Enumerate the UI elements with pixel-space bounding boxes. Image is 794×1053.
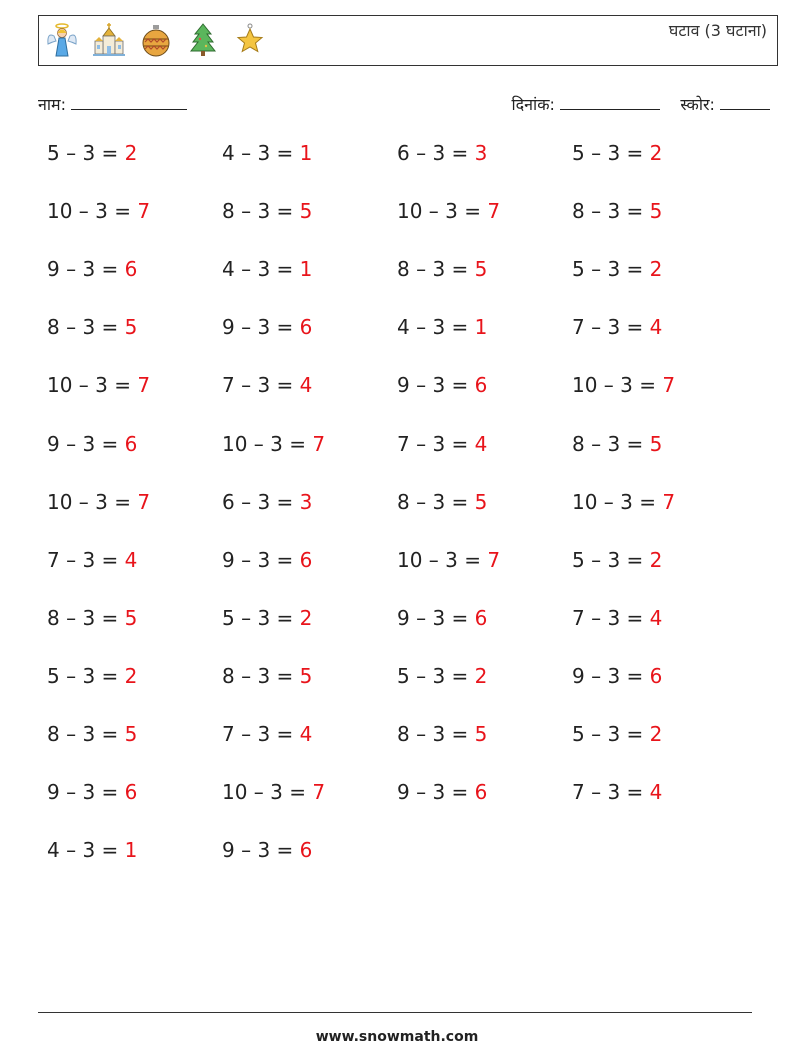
problem-item — [397, 606, 487, 630]
problem-question: 4 – 3 = — [397, 315, 469, 340]
problem-question: 9 – 3 = — [47, 780, 119, 805]
problem-question: 9 – 3 = — [397, 373, 469, 398]
problem-answer: 6 — [474, 605, 488, 630]
problem-question: 10 – 3 = — [397, 547, 482, 572]
problem-answer: 4 — [649, 605, 663, 630]
problem-answer: 4 — [124, 547, 138, 572]
problem-answer: 3 — [474, 141, 488, 165]
problem-question: 8 – 3 = — [397, 489, 469, 514]
problem-question: 4 – 3 = — [47, 838, 119, 863]
problem-item — [47, 664, 137, 688]
problem-answer: 5 — [474, 722, 488, 746]
problem-item — [47, 548, 137, 572]
problem-answer: 6 — [474, 780, 488, 805]
problem-question: 8 – 3 = — [47, 315, 119, 340]
problem-answer: 7 — [312, 431, 326, 456]
problem-answer: 1 — [299, 141, 313, 165]
problem-answer: 2 — [649, 722, 663, 746]
angel-icon — [45, 22, 79, 58]
problem-question: 7 – 3 = — [222, 722, 294, 746]
problem-question: 7 – 3 = — [572, 780, 644, 805]
problem-answer: 5 — [649, 199, 663, 224]
problem-question: 7 – 3 = — [397, 431, 469, 456]
problem-question: 7 – 3 = — [572, 605, 644, 630]
problem-answer: 2 — [124, 663, 138, 688]
problem-question: 5 – 3 = — [572, 257, 644, 282]
problem-item — [572, 490, 675, 514]
problem-item — [572, 664, 662, 688]
problem-item — [572, 373, 675, 397]
problem-answer: 6 — [299, 547, 313, 572]
problem-question: 10 – 3 = — [47, 199, 132, 224]
problem-item — [47, 141, 137, 165]
footer-url: www.snowmath.com — [315, 1029, 479, 1045]
problem-item — [397, 432, 487, 456]
problem-answer: 5 — [474, 489, 488, 514]
problem-answer: 5 — [299, 199, 313, 224]
problem-question: 9 – 3 = — [397, 605, 469, 630]
problem-item — [572, 315, 662, 339]
problem-item — [222, 315, 312, 339]
problem-item — [222, 257, 312, 281]
problem-question: 7 – 3 = — [222, 373, 294, 398]
problem-answer: 5 — [124, 722, 138, 746]
problem-item — [572, 141, 662, 165]
problem-item — [572, 257, 662, 281]
problem-item — [397, 490, 487, 514]
problem-item — [222, 373, 312, 397]
problem-item — [397, 780, 487, 804]
problem-item — [397, 373, 487, 397]
problem-question: 5 – 3 = — [572, 547, 644, 572]
problem-question: 10 – 3 = — [572, 373, 657, 398]
problem-question: 9 – 3 = — [222, 547, 294, 572]
problem-item — [222, 199, 312, 223]
problem-item — [47, 315, 137, 339]
name-field — [38, 93, 187, 115]
problem-item — [47, 722, 137, 746]
worksheet-header — [38, 15, 778, 66]
problem-question: 5 – 3 = — [572, 722, 644, 746]
problem-item — [572, 606, 662, 630]
problem-question: 6 – 3 = — [222, 489, 294, 514]
problem-question: 6 – 3 = — [397, 141, 469, 165]
problem-question: 10 – 3 = — [47, 489, 132, 514]
problem-answer: 5 — [299, 663, 313, 688]
problem-item — [222, 548, 312, 572]
problem-question: 9 – 3 = — [222, 838, 294, 863]
problem-answer: 2 — [649, 257, 663, 282]
problem-answer: 6 — [124, 257, 138, 282]
date-label: दिनांक: — [511, 95, 555, 114]
problem-answer: 7 — [137, 199, 151, 224]
date-blank-line[interactable] — [560, 94, 660, 110]
problem-question: 8 – 3 = — [572, 431, 644, 456]
problem-item — [222, 606, 312, 630]
christmas-tree-icon — [186, 22, 220, 58]
score-label: स्कोर: — [680, 95, 715, 114]
problem-answer: 2 — [649, 547, 663, 572]
church-icon — [92, 22, 126, 58]
problem-item — [222, 141, 312, 165]
problem-item — [47, 199, 150, 223]
star-icon — [233, 22, 267, 58]
problem-question: 8 – 3 = — [47, 605, 119, 630]
name-label: नाम: — [38, 95, 66, 114]
problem-answer: 2 — [299, 605, 313, 630]
problem-question: 10 – 3 = — [222, 431, 307, 456]
problem-answer: 3 — [299, 489, 313, 514]
problem-question: 9 – 3 = — [222, 315, 294, 340]
ornament-icon — [139, 22, 173, 58]
problem-item — [572, 548, 662, 572]
problem-item — [397, 315, 487, 339]
problem-answer: 6 — [124, 431, 138, 456]
problem-item — [397, 548, 500, 572]
problem-item — [47, 490, 150, 514]
problem-item — [222, 490, 312, 514]
problem-answer: 2 — [124, 141, 138, 165]
score-blank-line[interactable] — [720, 94, 770, 110]
problem-question: 7 – 3 = — [572, 315, 644, 340]
problem-item — [397, 257, 487, 281]
icon-strip — [45, 22, 267, 58]
problem-answer: 2 — [474, 663, 488, 688]
problem-item — [572, 199, 662, 223]
problem-item — [47, 606, 137, 630]
problem-answer: 2 — [649, 141, 663, 165]
problem-item — [47, 838, 137, 862]
problem-answer: 4 — [649, 315, 663, 340]
problem-answer: 5 — [124, 605, 138, 630]
problem-answer: 4 — [299, 722, 313, 746]
problem-answer: 5 — [474, 257, 488, 282]
problem-answer: 7 — [662, 373, 676, 398]
problem-question: 10 – 3 = — [572, 489, 657, 514]
problem-question: 5 – 3 = — [397, 663, 469, 688]
problem-question: 8 – 3 = — [47, 722, 119, 746]
problem-question: 7 – 3 = — [47, 547, 119, 572]
problem-answer: 7 — [487, 547, 501, 572]
problem-question: 8 – 3 = — [222, 199, 294, 224]
problem-item — [47, 257, 137, 281]
problem-answer: 5 — [649, 431, 663, 456]
problem-answer: 1 — [124, 838, 138, 863]
problem-question: 10 – 3 = — [222, 780, 307, 805]
problem-question: 9 – 3 = — [397, 780, 469, 805]
problem-item — [47, 432, 137, 456]
problem-answer: 6 — [299, 315, 313, 340]
problem-answer: 1 — [299, 257, 313, 282]
problem-answer: 5 — [124, 315, 138, 340]
problem-item — [222, 838, 312, 862]
problem-question: 5 – 3 = — [572, 141, 644, 165]
problem-question: 5 – 3 = — [47, 663, 119, 688]
problem-item — [47, 373, 150, 397]
problem-item — [222, 432, 325, 456]
problem-answer: 4 — [474, 431, 488, 456]
problem-answer: 7 — [662, 489, 676, 514]
problem-question: 10 – 3 = — [397, 199, 482, 224]
worksheet-title: घटाव (3 घटाना) — [668, 21, 767, 40]
problem-item — [397, 664, 487, 688]
problem-question: 4 – 3 = — [222, 141, 294, 165]
problem-answer: 7 — [137, 489, 151, 514]
footer-divider — [38, 1012, 752, 1013]
problem-answer: 6 — [124, 780, 138, 805]
problem-answer: 1 — [474, 315, 488, 340]
problem-answer: 7 — [137, 373, 151, 398]
problem-question: 8 – 3 = — [397, 257, 469, 282]
problem-question: 9 – 3 = — [47, 431, 119, 456]
problem-question: 5 – 3 = — [222, 605, 294, 630]
problem-item — [397, 141, 487, 165]
problem-answer: 4 — [649, 780, 663, 805]
problem-question: 9 – 3 = — [47, 257, 119, 282]
problem-answer: 6 — [299, 838, 313, 863]
problem-item — [572, 722, 662, 746]
problem-question: 8 – 3 = — [222, 663, 294, 688]
problem-question: 10 – 3 = — [47, 373, 132, 398]
problem-item — [397, 199, 500, 223]
problem-item — [572, 780, 662, 804]
problem-item — [572, 432, 662, 456]
problem-answer: 4 — [299, 373, 313, 398]
problem-question: 8 – 3 = — [572, 199, 644, 224]
problem-question: 8 – 3 = — [397, 722, 469, 746]
problem-item — [47, 780, 137, 804]
problem-item — [222, 664, 312, 688]
problem-item — [397, 722, 487, 746]
problem-question: 4 – 3 = — [222, 257, 294, 282]
problem-answer: 6 — [474, 373, 488, 398]
problem-item — [222, 722, 312, 746]
name-blank-line[interactable] — [71, 94, 187, 110]
problem-answer: 7 — [312, 780, 326, 805]
problem-question: 5 – 3 = — [47, 141, 119, 165]
problem-question: 9 – 3 = — [572, 663, 644, 688]
date-score-fields — [512, 93, 770, 115]
problem-item — [222, 780, 325, 804]
problem-answer: 6 — [649, 663, 663, 688]
problem-answer: 7 — [487, 199, 501, 224]
